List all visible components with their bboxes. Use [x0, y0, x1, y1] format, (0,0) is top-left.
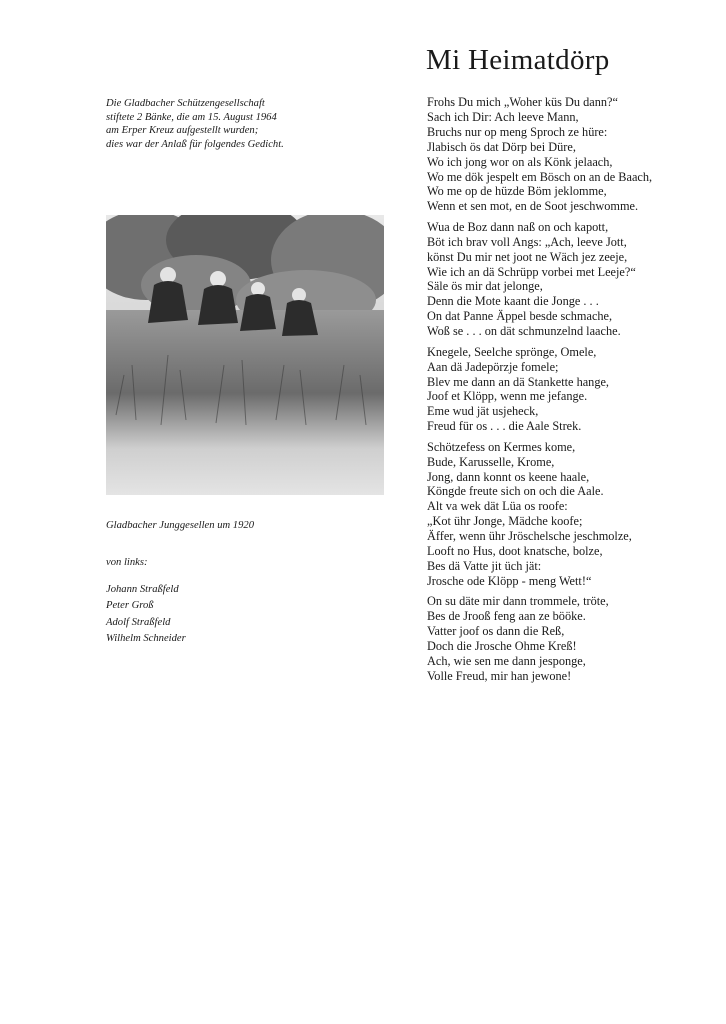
intro-line: am Erper Kreuz aufgestellt wurden;: [106, 125, 259, 137]
poem-line: Freud für os . . . die Aale Strek.: [427, 419, 582, 434]
poem-line: Jlabisch ös dat Dörp bei Düre,: [427, 139, 576, 154]
from-left-label: von links:: [106, 557, 148, 568]
poem-line: Knegele, Seelche spröngе, Omele,: [427, 344, 597, 359]
poem-line: Volle Freud, mir han jewone!: [427, 668, 572, 683]
poem-line: Äffer, wenn ühr Jröschelsche jeschmolze,: [427, 529, 632, 544]
poem-line: Eme wud jät usjeheck,: [427, 404, 539, 419]
name-item: Peter Groß: [106, 600, 154, 612]
poem-line: Vatter joof os dann die Reß,: [427, 624, 565, 639]
poem-line: Bruchs nur op meng Sproch ze hüre:: [427, 124, 608, 139]
poem-line: Bes dä Vatte jit üch jät:: [427, 558, 542, 573]
intro-text: [106, 97, 396, 151]
poem-line: Wo me op de hüzde Böm jeklomme,: [427, 184, 607, 199]
poem-line: Jong, dann konnt os keene haale,: [427, 469, 590, 484]
poem-line: könst Du mir net joot ne Wäch jez zeeje,: [427, 249, 628, 264]
intro-line: dies war der Anlaß für folgendes Gedicht.: [106, 138, 284, 150]
poem-line: Jrosche ode Klöpp - meng Wett!“: [427, 573, 592, 588]
poem-line: Säle ös mir dat jelonge,: [427, 279, 543, 294]
poem-line: Denn die Mote kaant die Jonge . . .: [427, 294, 599, 309]
poem-line: Woß se . . . on dät schmunzelnd laache.: [427, 324, 621, 339]
photo-caption: Gladbacher Junggesellen um 1920: [106, 520, 254, 531]
poem-line: Köngde freute sich on och die Aale.: [427, 484, 604, 499]
poem-line: On su däte mir dann trommele, tröte,: [427, 594, 609, 609]
poem-line: Aan dä Jadepörzje fomele;: [427, 359, 559, 374]
poem-line: Bes de Jrooß feng aan ze bööke.: [427, 609, 586, 624]
group-photo-icon: [106, 215, 384, 495]
poem-line: Böt ich brav voll Angs: „Ach, leeve Jott,: [427, 234, 627, 249]
page-title: Mi Heimatdörp: [426, 44, 610, 76]
intro-line: stiftete 2 Bänke, die am 15. August 1964: [106, 111, 277, 123]
poem: [427, 95, 719, 689]
poem-line: Wo ich jong wor on als Könk jelaach,: [427, 154, 613, 169]
poem-line: Wo me dök jespelt em Bösch on an de Baach,: [427, 169, 653, 184]
poem-line: „Kot ühr Jonge, Mädche koofe;: [427, 514, 583, 529]
poem-line: Wie ich an dä Schrüpp vorbei met Leeje?“: [427, 264, 636, 279]
poem-line: Wua de Boz dann naß on och kapott,: [427, 219, 609, 234]
group-photo: [106, 215, 384, 495]
poem-line: Alt va wek dät Lüa os roofe:: [427, 499, 568, 514]
names-list: [106, 582, 186, 647]
poem-stanza: [427, 594, 719, 683]
poem-stanza: [427, 95, 719, 214]
poem-line: Frohs Du mich „Woher küs Du dann?“: [427, 95, 618, 109]
name-item: Adolf Straßfeld: [106, 616, 171, 628]
poem-line: Doch die Jrosche Ohme Kreß!: [427, 639, 577, 654]
poem-line: Blev me dann an dä Stankette hange,: [427, 374, 610, 389]
poem-line: Looft no Hus, doot knatsche, bolze,: [427, 544, 603, 559]
poem-line: Joof et Klöpp, wenn me jefange.: [427, 389, 588, 404]
poem-stanza: [427, 345, 719, 434]
poem-line: Wenn et sen mot, en de Soot jeschwomme.: [427, 199, 639, 214]
poem-stanza: [427, 220, 719, 339]
name-item: Wilhelm Schneider: [106, 632, 186, 644]
poem-line: Bude, Karusselle, Krome,: [427, 454, 555, 469]
name-item: Johann Straßfeld: [106, 584, 179, 595]
poem-stanza: [427, 440, 719, 589]
poem-line: On dat Panne Äppel besde schmache,: [427, 309, 613, 324]
poem-line: Ach, wie sen me dann jesponge,: [427, 654, 586, 668]
intro-line: Die Gladbacher Schützengesellschaft: [106, 98, 265, 109]
poem-line: Sach ich Dir: Ach leeve Mann,: [427, 109, 579, 124]
poem-line: Schötzefess on Kermes kome,: [427, 439, 576, 454]
